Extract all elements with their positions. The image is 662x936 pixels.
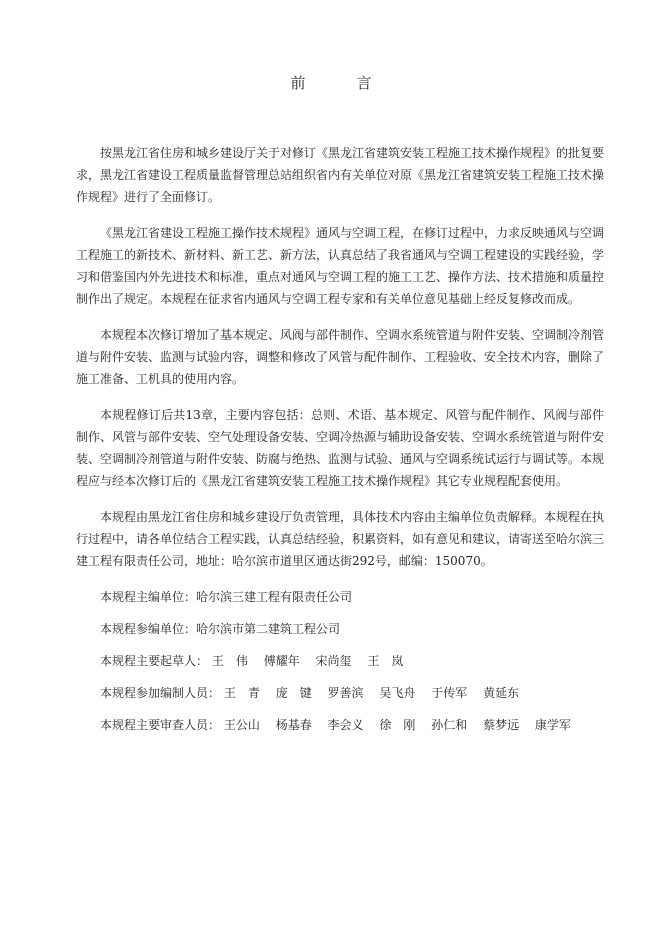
drafter-name: 王 伟 [211, 654, 248, 668]
drafters-line [76, 650, 604, 672]
reviewers-label: 本规程主要审查人员： [100, 718, 221, 732]
reviewer-name: 王公山 [223, 718, 260, 732]
drafter-name: 傅耀年 [263, 654, 300, 668]
reviewers-line [76, 714, 604, 736]
participant-name: 吴飞舟 [379, 686, 416, 700]
co-editor-value: 哈尔滨市第二建筑工程公司 [196, 622, 341, 636]
drafter-name: 王 岚 [367, 654, 404, 668]
participant-name: 黄延东 [483, 686, 520, 700]
participants-label: 本规程参加编制人员： [100, 686, 221, 700]
reviewer-name: 杨基春 [275, 718, 312, 732]
co-editor-label: 本规程参编单位： [100, 622, 197, 636]
reviewer-name: 孙仁和 [431, 718, 468, 732]
reviewer-name: 徐 刚 [379, 718, 416, 732]
chief-editor-value: 哈尔滨三建工程有限责任公司 [196, 590, 353, 604]
paragraph-5: 本规程由黑龙江省住房和城乡建设厅负责管理，具体技术内容由主编单位负责解释。本规程在执行过程中，请各单位结合工程实践，认真总结经验，积累资料，如有意见和建议，请寄送至哈尔滨三建工程有限责任公司，地址：哈尔滨市道里区通达街292号，邮编：150070。 [76, 510, 605, 568]
reviewer-name: 李会义 [327, 718, 364, 732]
participant-name: 庞 键 [275, 686, 312, 700]
page-title: 前 言 [290, 74, 390, 92]
paragraph-4: 本规程修订后共13章，主要内容包括：总则、术语、基本规定、风管与配件制作、风阀与部件制作、风管与部件安装、空气处理设备安装、空调冷热源与辅助设备安装、空调水系统管道与附件安装、空调制冷剂管道与附件安装、防腐与绝热、监测与试验、通风与空调系统试运行与调试等。本规程应与经本次修订后的《黑龙江省建筑安装工程施工技术操作规程》其它专业规程配套使用。 [76, 408, 605, 488]
paragraph-3: 本规程本次修订增加了基本规定、风阀与部件制作、空调水系统管道与附件安装、空调制冷剂管道与附件安装、监测与试验内容，调整和修改了风管与配件制作、工程验收、安全技术内容，删除了施工准备、工机具的使用内容。 [76, 328, 605, 386]
chief-editor-line [76, 586, 604, 608]
drafters-label: 本规程主要起草人： [100, 654, 209, 668]
drafter-name: 宋尚玺 [315, 654, 352, 668]
reviewer-name: 康学军 [534, 718, 571, 732]
chief-editor-label: 本规程主编单位： [100, 590, 197, 604]
preface-body [76, 142, 604, 746]
participant-name: 王 青 [223, 686, 260, 700]
co-editor-line [76, 618, 604, 640]
reviewer-name: 蔡梦远 [483, 718, 520, 732]
participants-line [76, 682, 604, 704]
participant-name: 罗善滨 [327, 686, 364, 700]
paragraph-1: 按黑龙江省住房和城乡建设厅关于对修订《黑龙江省建筑安装工程施工技术操作规程》的批复要求，黑龙江省建设工程质量监督管理总站组织省内有关单位对原《黑龙江省建筑安装工程施工技术操作规程》进行了全面修订。 [76, 146, 605, 204]
paragraph-2: 《黑龙江省建设工程施工操作技术规程》通风与空调工程，在修订过程中，力求反映通风与空调工程施工的新技术、新材料、新工艺、新方法，认真总结了我省通风与空调工程建设的实践经验，学习和借鉴国内外先进技术和标准，重点对通风与空调工程的施工工艺、操作方法、技术措施和质量控制作出了规定。本规程在征求省内通风与空调工程专家和有关单位意见基础上经反复修改而成。 [76, 226, 605, 306]
participant-name: 于传军 [431, 686, 468, 700]
